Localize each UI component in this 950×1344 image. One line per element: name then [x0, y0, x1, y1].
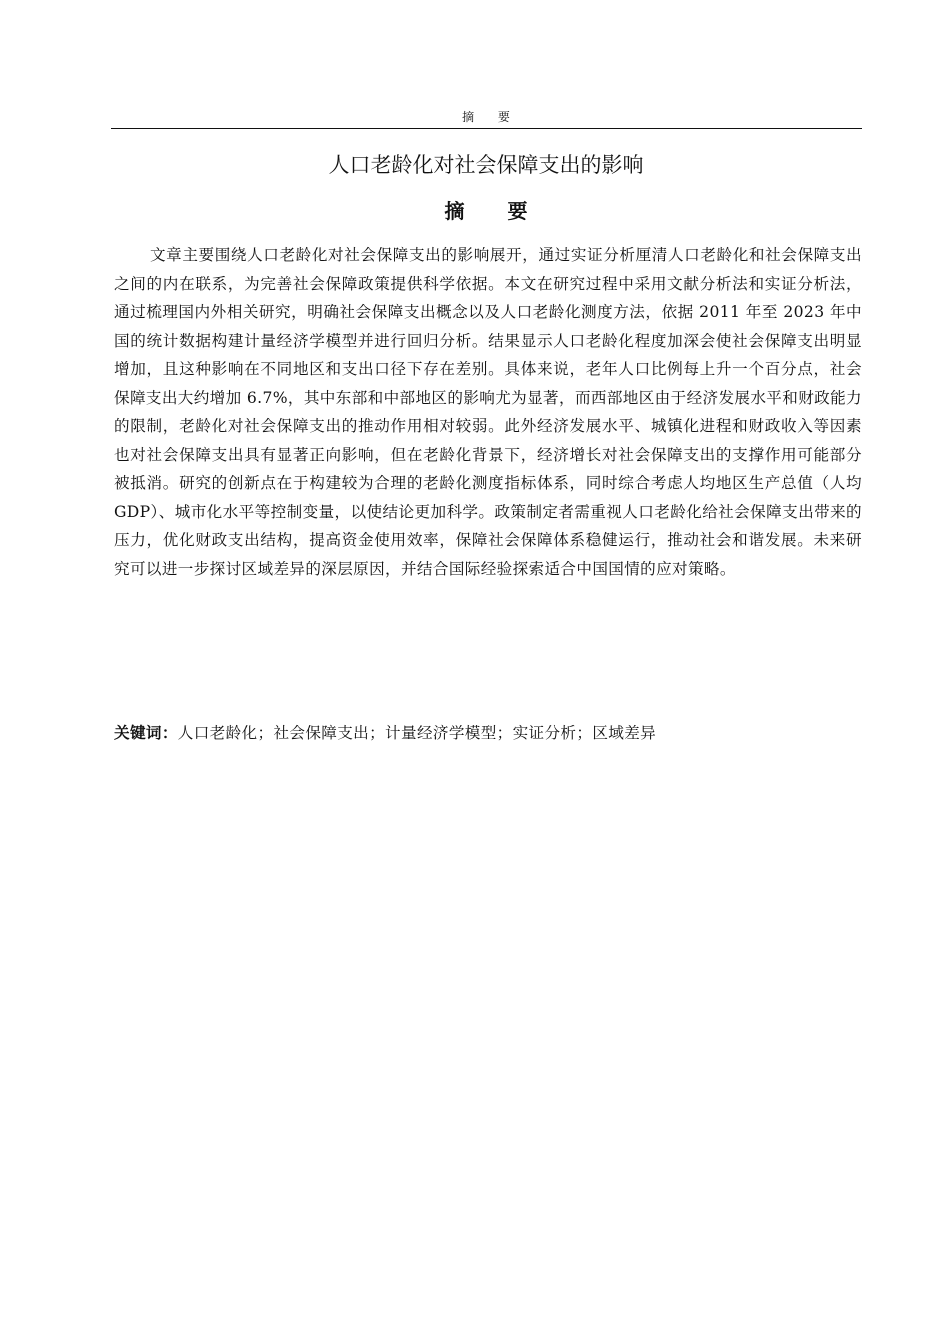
header-rule: [111, 128, 862, 129]
keywords-line: [114, 719, 862, 747]
keywords-label: 关键词：: [114, 724, 178, 742]
abstract-body: 文章主要围绕人口老龄化对社会保障支出的影响展开，通过实证分析厘清人口老龄化和社会保障支出之间的内在联系，为完善社会保障政策提供科学依据。本文在研究过程中采用文献分析法和实证分析法，通过梳理国内外相关研究，明确社会保障支出概念以及人口老龄化测度方法，依据 2011 年至 2023 年中国的统计数据构建计量经济学模型并进行回归分析。结果显示人口老龄化程度加深会使社会保障支出明显增加，且这种影响在不同地区和支出口径下存在差别。具体来说，老年人口比例每上升一个百分点，社会保障支出大约增加 6.7%，其中东部和中部地区的影响尤为显著，而西部地区由于经济发展水平和财政能力的限制，老龄化对社会保障支出的推动作用相对较弱。此外经济发展水平、城镇化进程和财政收入等因素也对社会保障支出具有显著正向影响，但在老龄化背景下，经济增长对社会保障支出的支撑作用可能部分被抵消。研究的创新点在于构建较为合理的老龄化测度指标体系，同时综合考虑人均地区生产总值（人均 GDP）、城市化水平等控制变量，以使结论更加科学。政策制定者需重视人口老龄化给社会保障支出带来的压力，优化财政支出结构，提高资金使用效率，保障社会保障体系稳健运行，推动社会和谐发展。未来研究可以进一步探讨区域差异的深层原因，并结合国际经验探索适合中国国情的应对策略。: [114, 246, 862, 578]
abstract-heading: 摘 要: [444, 199, 546, 223]
document-title: 人口老龄化对社会保障支出的影响: [328, 153, 644, 177]
running-header: 摘 要: [462, 110, 520, 124]
keywords-text: 人口老龄化；社会保障支出；计量经济学模型；实证分析；区域差异: [177, 724, 657, 742]
